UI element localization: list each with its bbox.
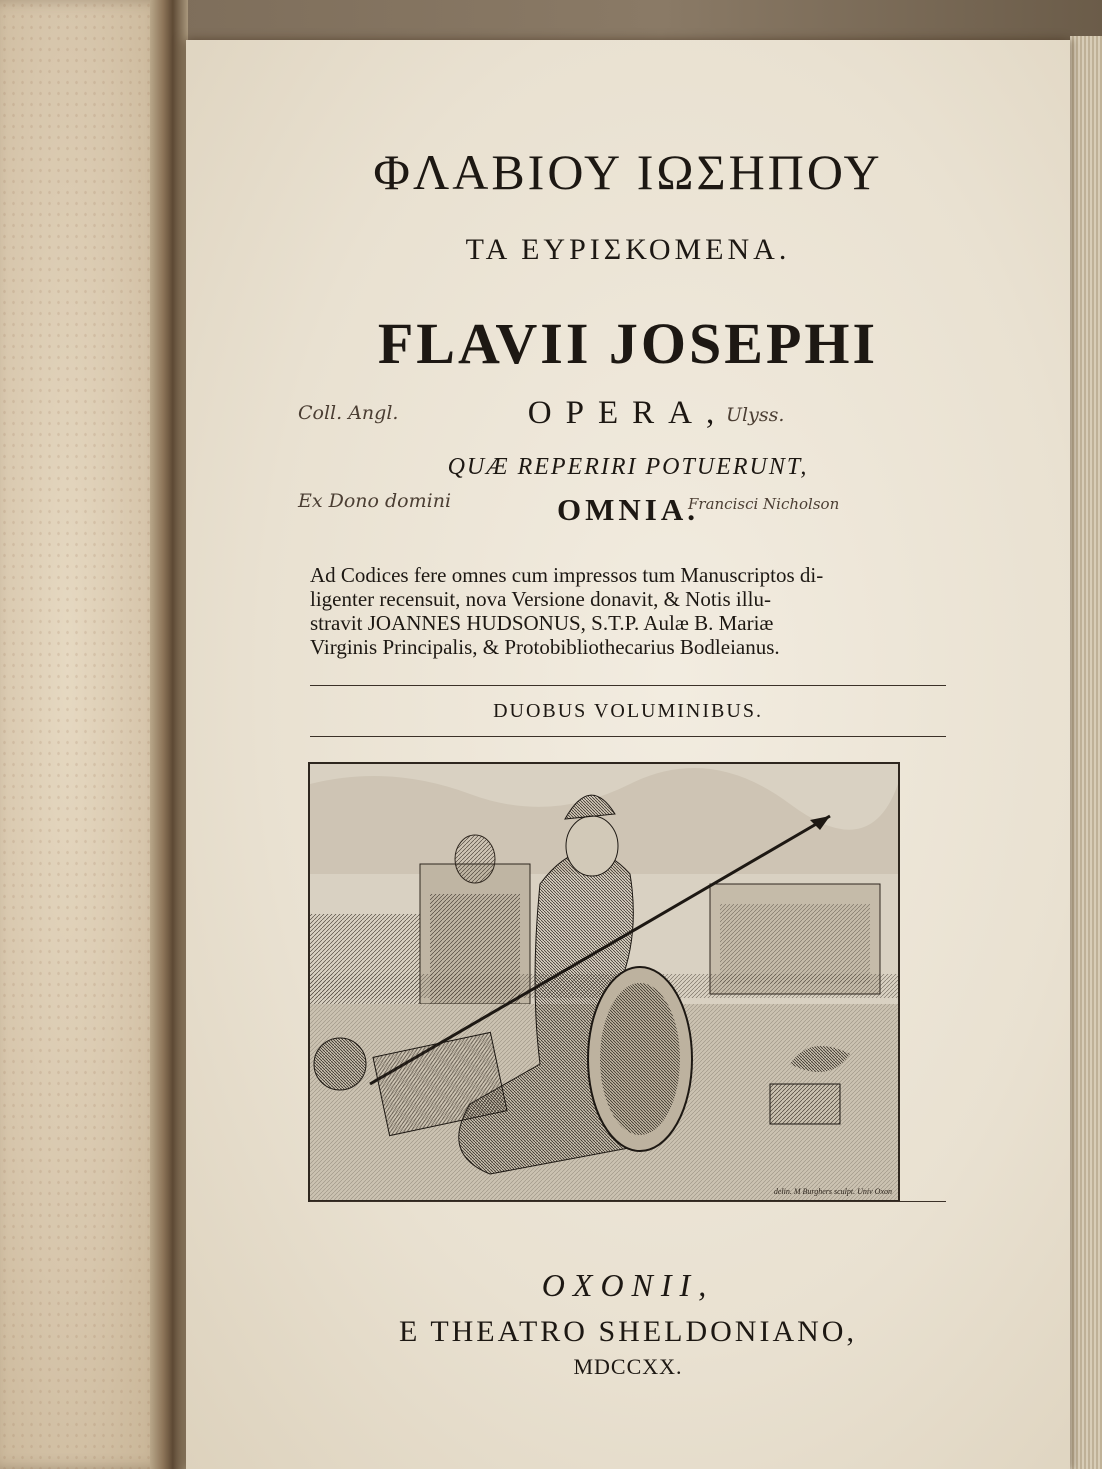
volumes-line: DUOBUS VOLUMINIBUS. [493,700,763,722]
quae-line: QUÆ REPERIRI POTUERUNT, [447,454,809,480]
greek-title-line2: ΤΑ ΕΥΡΙΣΚΟΜΕΝΑ. [465,233,791,266]
description-line: stravit JOANNES HUDSONUS, S.T.P. Aulæ B. Mariæ [310,611,774,635]
handwritten-note-ex-dono: Ex Dono domini [298,490,452,512]
handwritten-note-ulyss: Ulyss. [726,404,785,426]
opera-heading: OPERA, [527,395,729,431]
omnia-heading: OMNIA. [557,492,699,527]
description-line: Virginis Principalis, & Protobibliothecarius Bodleianus. [310,635,780,659]
description-paragraph [310,563,946,659]
engraving-illustration [310,764,898,1200]
latin-title: FLAVII JOSEPHI [377,311,879,376]
imprint-place: OXONII, [541,1267,715,1303]
page-block-edge [1070,36,1102,1469]
rule-bottom [310,736,946,737]
front-cover-board [0,0,168,1469]
description-line: ligenter recensuit, nova Versione donavit, & Notis illu- [310,587,771,611]
greek-title-line1: ΦΛΑΒΙΟΥ ΙΩΣΗΠΟΥ [373,144,883,200]
title-page [186,40,1070,1469]
book-spine [150,0,188,1469]
engraver-signature: delin. M Burghers sculpt. Univ Oxon [773,1187,892,1196]
frontispiece-engraving [308,762,900,1202]
rule-top [310,685,946,686]
imprint-year: MDCCXX. [573,1354,683,1379]
handwritten-note-nicholson: Francisci Nicholson [688,495,840,513]
description-line: Ad Codices fere omnes cum impressos tum Manuscriptos di- [310,563,824,587]
rule-after-engraving [310,1201,946,1202]
imprint-press: E THEATRO SHELDONIANO, [399,1315,857,1348]
handwritten-note-coll: Coll. Angl. [298,402,399,424]
